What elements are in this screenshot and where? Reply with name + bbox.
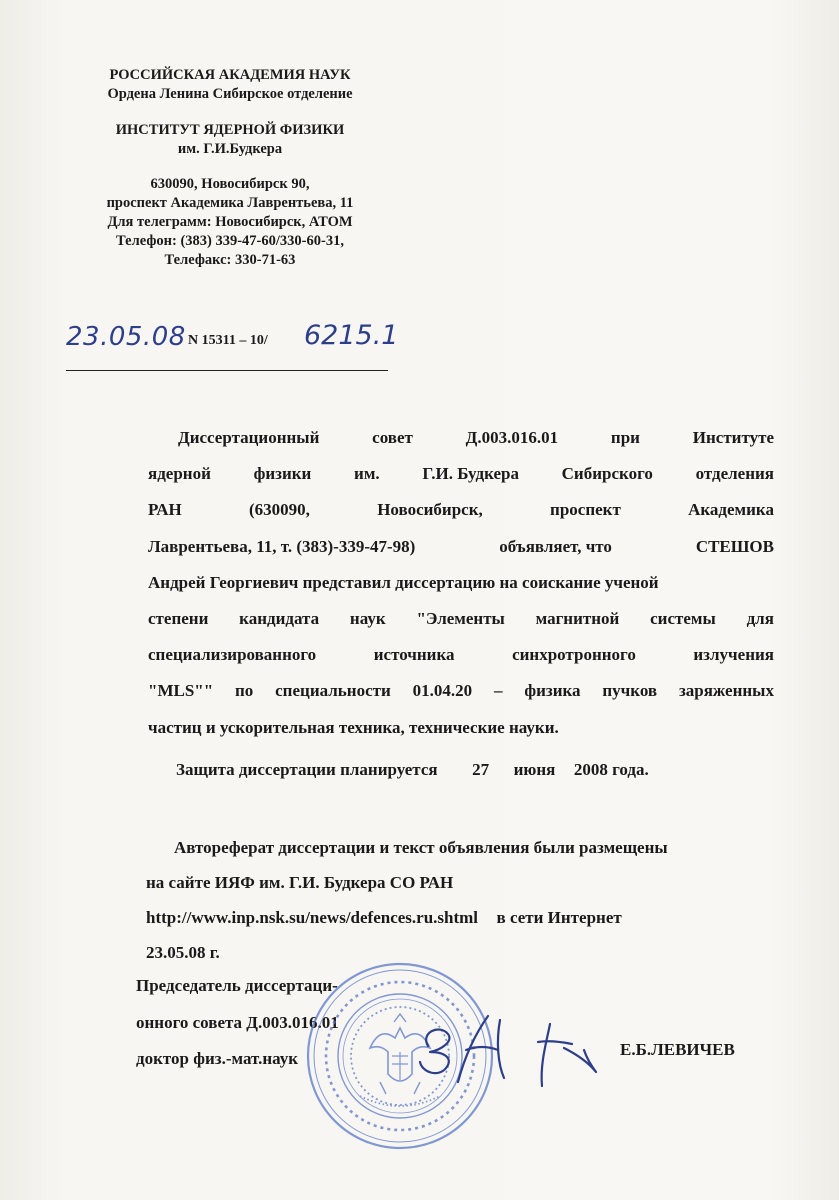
institute-subtitle: им. Г.И.Будкера: [177, 141, 283, 157]
announcement-word: Д.003.016.01: [465, 428, 559, 447]
institute-name: ИНСТИТУТ ЯДЕРНОЙ ФИЗИКИ: [115, 122, 345, 138]
letterhead: [60, 66, 400, 270]
defense-day: 27: [472, 760, 490, 779]
defense-year: 2008 года.: [573, 760, 649, 779]
announcement-line: [148, 710, 774, 746]
announcement-word: Лаврентьева, 11, т. (383)-339-47-98): [148, 536, 416, 556]
announcement-word: "Элементы: [416, 609, 505, 629]
announcement-word: физика: [524, 681, 581, 701]
announcement-line: [148, 456, 774, 492]
announcement-word: частиц и ускорительная техника, технические науки.: [148, 717, 559, 737]
announcement-word: синхротронного: [512, 645, 636, 665]
announcement-word: наук: [349, 609, 386, 629]
address-line-1: 630090, Новосибирск 90,: [150, 176, 310, 192]
announcement-word: степени: [148, 609, 209, 629]
phone-line: Телефон: (383) 339-47-60/330-60-31,: [116, 233, 344, 249]
announcement-text: [148, 420, 774, 746]
announcement-word: отделения: [695, 464, 774, 484]
reference-block: [66, 318, 399, 368]
announcement-word: источника: [373, 645, 455, 665]
signature-icon: [400, 1002, 610, 1092]
announcement-line: [148, 673, 774, 709]
announcement-word: пучков: [602, 681, 658, 701]
reference-number: N 15311 – 10/: [188, 333, 268, 348]
announcement-word: магнитной: [535, 609, 620, 629]
org-name: РОССИЙСКАЯ АКАДЕМИЯ НАУК: [109, 67, 351, 83]
announcement-word: Академика: [688, 500, 774, 520]
handwritten-date: 23.05.08: [66, 322, 186, 352]
announcement-line: [148, 637, 774, 673]
defense-date-line: [176, 760, 649, 780]
announcement-word: 01.04.20: [412, 681, 473, 701]
announcement-word: РАН: [148, 500, 182, 520]
announcement-word: Г.И. Будкера: [422, 464, 519, 484]
chair-degree: доктор физ.-мат.наук: [136, 1049, 299, 1068]
announcement-word: специальности: [275, 681, 391, 701]
announcement-word: кандидата: [239, 609, 320, 629]
announcement-word: "MLS"": [148, 681, 214, 701]
signer-name: Е.Б.ЛЕВИЧЕВ: [620, 1040, 735, 1059]
announcement-word: по: [235, 681, 254, 701]
chair-title-2: онного совета Д.003.016.01: [136, 1012, 339, 1032]
announcement-word: при: [610, 428, 640, 447]
announcement-word: для: [746, 609, 774, 629]
address-line-2: проспект Академика Лаврентьева, 11: [106, 195, 354, 211]
abstract-line-2: на сайте ИЯФ им. Г.И. Будкера СО РАН: [146, 873, 454, 892]
announcement-line: [148, 492, 774, 528]
chair-title-1: Председатель диссертаци-: [136, 976, 338, 995]
announcement-line: [148, 529, 774, 565]
announcement-word: физики: [253, 464, 312, 484]
abstract-line-1: Автореферат диссертации и текст объявления были размещены: [174, 838, 668, 857]
announcement-word: Сибирского: [561, 464, 653, 484]
announcement-word: Новосибирск,: [377, 500, 483, 520]
announcement-word: специализированного: [148, 645, 317, 665]
announcement-word: (630090,: [249, 500, 310, 520]
announcement-word: Институте: [692, 428, 774, 447]
reference-underline: [66, 370, 388, 371]
announcement-word: излучения: [693, 645, 774, 665]
announcement-word: ядерной: [148, 464, 211, 484]
announcement-word: им.: [354, 464, 380, 484]
announcement-word: совет: [372, 428, 413, 447]
announcement-line: [148, 565, 774, 601]
defense-month: июня: [513, 760, 556, 779]
announcement-word: Диссертационный: [178, 428, 320, 447]
abstract-notice: [146, 830, 776, 970]
handwritten-number: 6215.1: [304, 320, 399, 351]
announcement-word: проспект: [550, 500, 621, 520]
org-subtitle: Ордена Ленина Сибирское отделение: [107, 86, 353, 102]
announcement-word: СТЕШОВ: [695, 536, 774, 556]
abstract-line-3-suffix: в сети Интернет: [496, 908, 622, 927]
announcement-word: Андрей Георгиевич представил диссертацию на соискание ученой: [148, 572, 659, 592]
announcement-word: объявляет, что: [499, 536, 612, 556]
announcement-line: [148, 420, 774, 456]
website-url[interactable]: http://www.inp.nsk.su/news/defences.ru.shtml: [146, 908, 479, 927]
defense-label: Защита диссертации планируется: [176, 760, 438, 779]
announcement-word: системы: [650, 609, 716, 629]
announcement-word: заряженных: [678, 681, 774, 701]
fax-line: Телефакс: 330-71-63: [164, 252, 296, 268]
abstract-date: 23.05.08 г.: [146, 943, 220, 962]
announcement-line: [148, 601, 774, 637]
telegram-line: Для телеграмм: Новосибирск, АТОМ: [107, 214, 353, 230]
announcement-word: –: [493, 681, 503, 701]
